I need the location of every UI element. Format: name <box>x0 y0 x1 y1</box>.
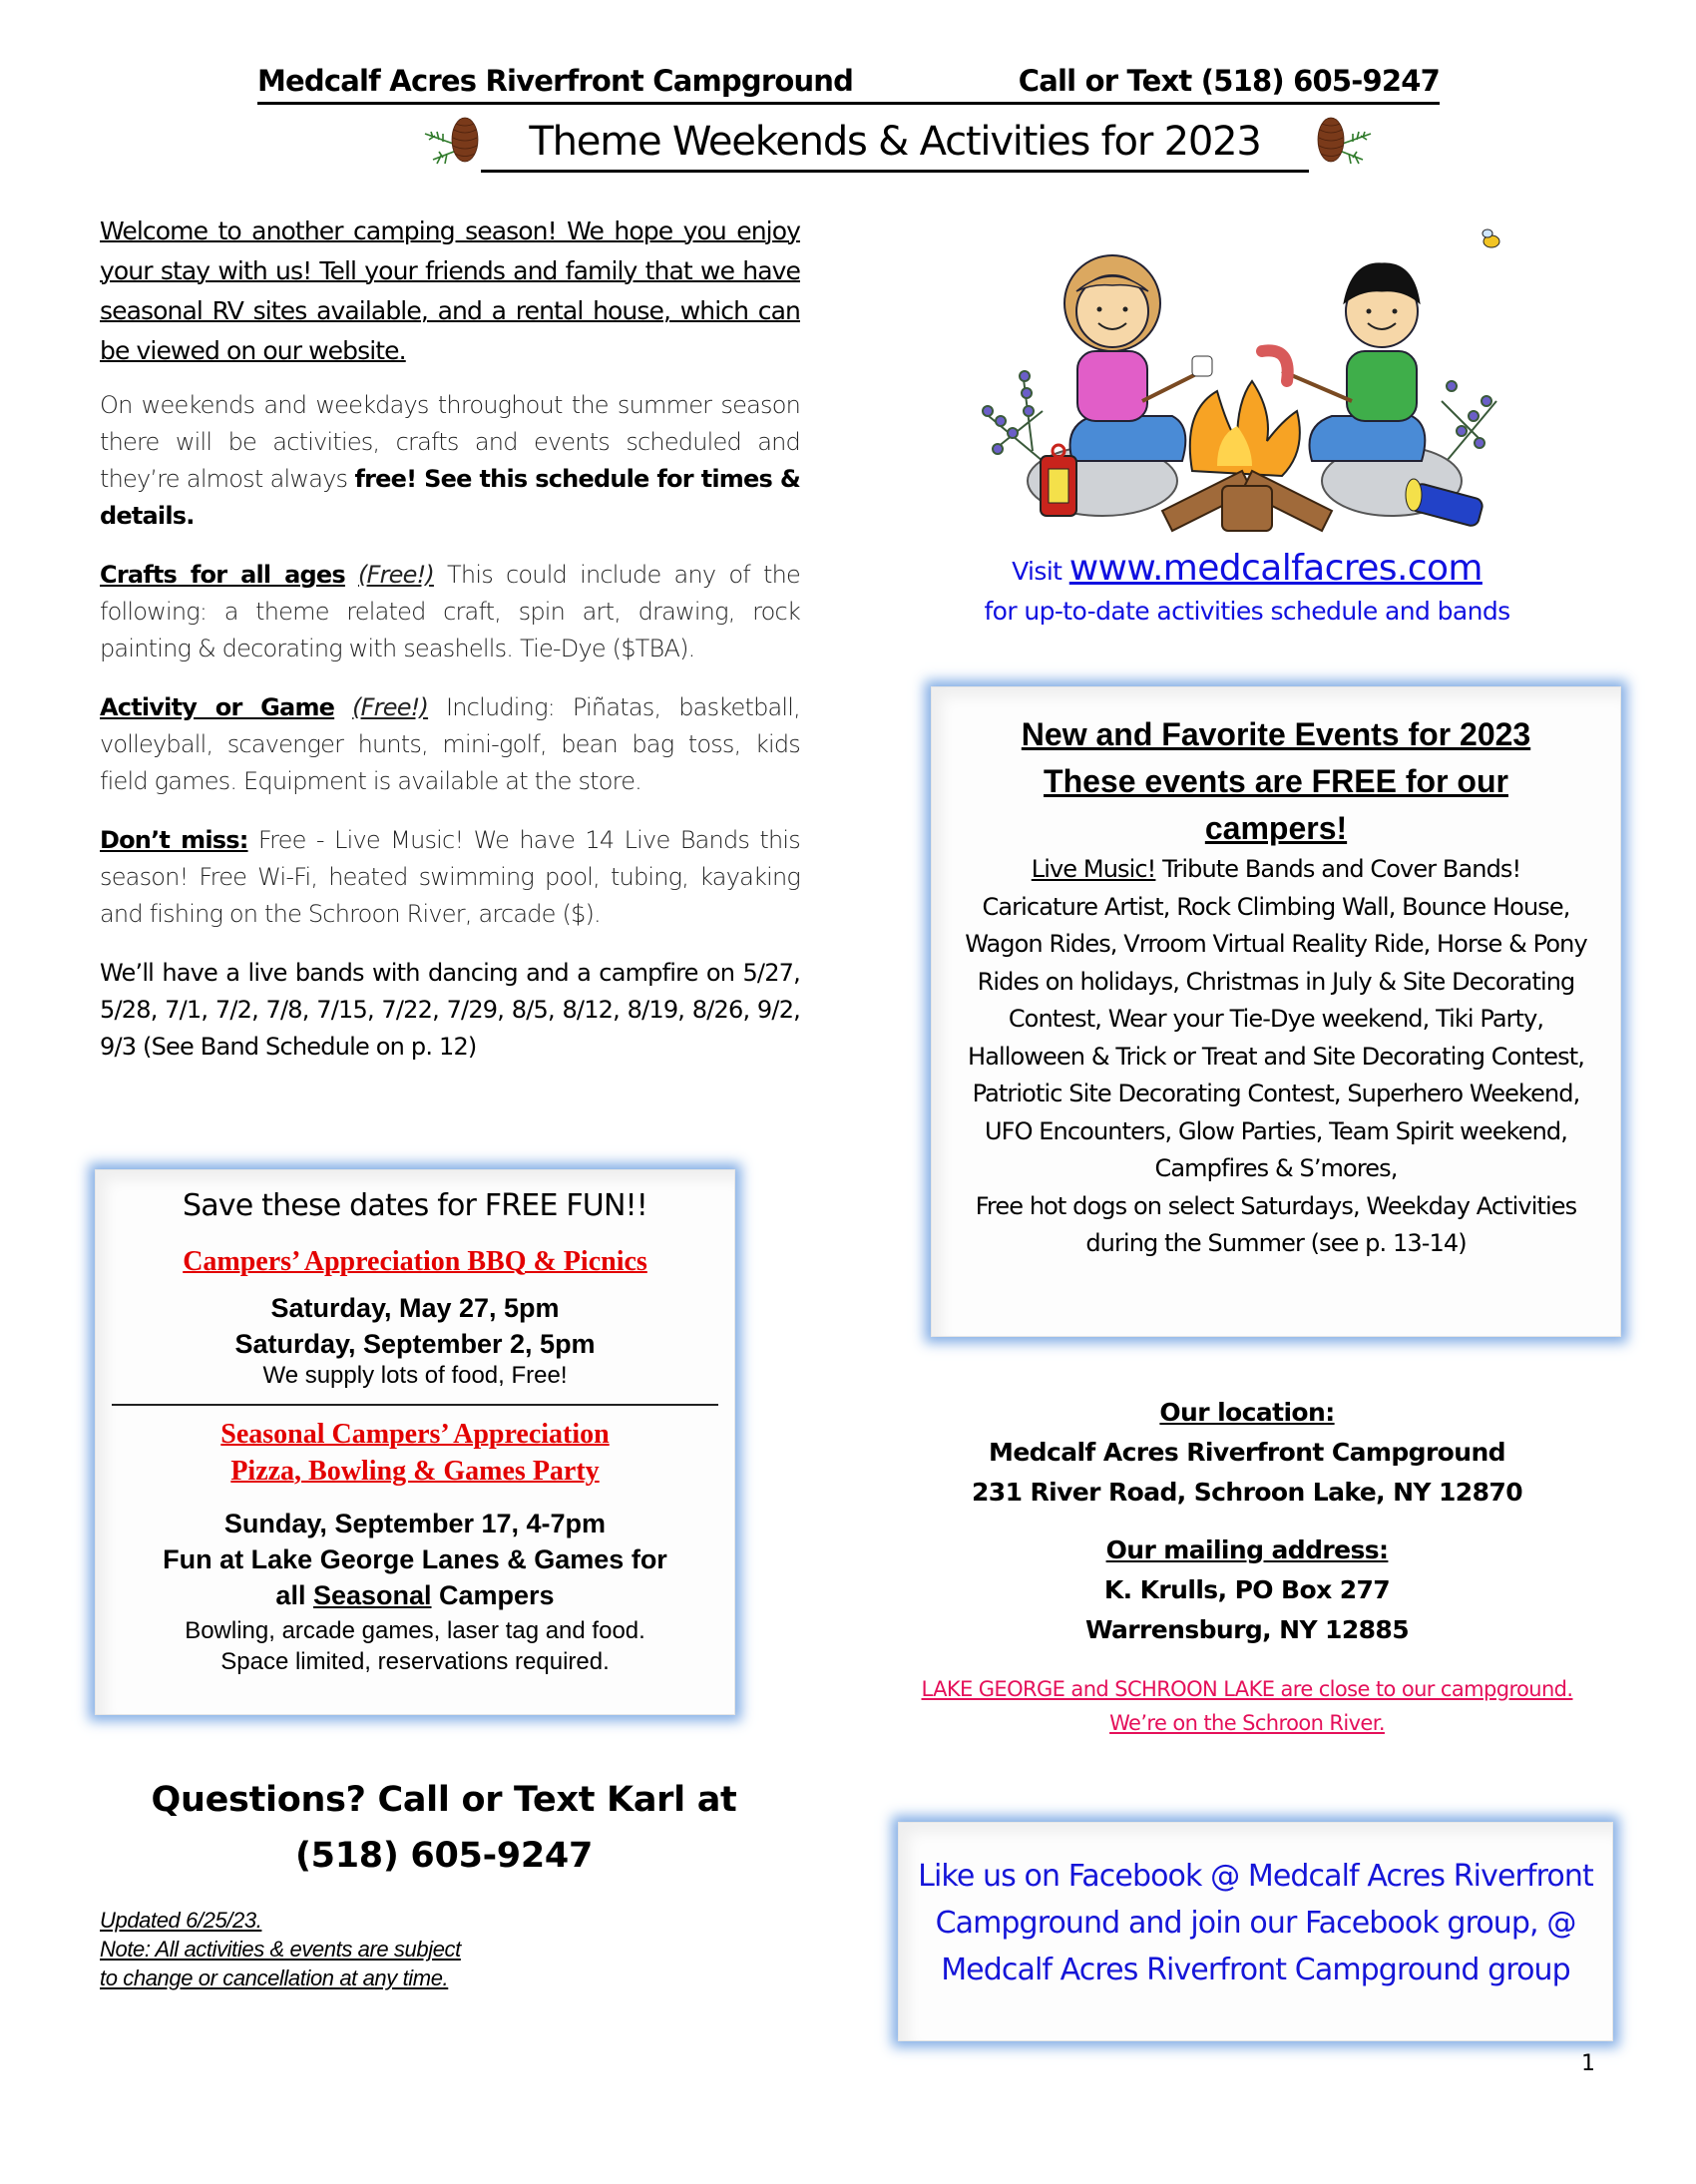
crafts-text: This could include any of the following: a theme related craft, spin art, drawing, rock painting & decorating with seashells. Tie-Dye ($TBA). <box>100 561 800 662</box>
crafts-paragraph <box>100 557 800 667</box>
header-phone: Call or Text (518) 605-9247 <box>1018 64 1440 98</box>
events-campfires: Campfires & S’mores, <box>1154 1154 1398 1182</box>
questions-callout <box>100 1772 788 1884</box>
header-bar <box>257 60 1440 105</box>
events-box <box>931 686 1621 1337</box>
mailing-heading: Our mailing address: <box>1105 1535 1389 1564</box>
intro-bold: free! See this schedule for times & details. <box>100 465 800 530</box>
bee <box>1483 229 1499 247</box>
seasonal-heading <box>96 1416 734 1490</box>
boy-figure <box>1310 263 1426 461</box>
visit-subline: for up-to-date activities schedule and bands <box>984 597 1510 626</box>
campfire-kids-illustration <box>953 212 1521 541</box>
activity-paragraph <box>100 689 800 800</box>
plant-left <box>983 371 1043 461</box>
pinecone-icon <box>1307 112 1377 172</box>
girl-figure <box>1064 255 1185 461</box>
fire <box>1190 381 1300 476</box>
note-line: Note: All activities & events are subject <box>100 1937 461 1962</box>
page-title: Theme Weekends & Activities for 2023 <box>529 119 1261 165</box>
events-heading-line: These events are FREE for our <box>1044 763 1508 799</box>
seasonal-line2-post: Campers <box>431 1580 555 1610</box>
visit-prefix: Visit <box>1012 557 1069 586</box>
title-underline <box>481 170 1309 173</box>
website-callout <box>918 547 1576 630</box>
live-music-rest: Tribute Bands and Cover Bands! <box>1155 855 1521 883</box>
page-number: 1 <box>1581 2051 1595 2076</box>
seasonal-line1: Fun at Lake George Lanes & Games for <box>163 1544 667 1574</box>
events-list <box>954 851 1598 1263</box>
campground-name: Medcalf Acres Riverfront Campground <box>257 64 854 98</box>
lantern <box>1041 445 1076 516</box>
questions-phone: (518) 605-9247 <box>294 1836 594 1876</box>
crafts-label: Crafts for all ages <box>100 561 345 589</box>
location-name: Medcalf Acres Riverfront Campground <box>989 1438 1505 1467</box>
events-live-music <box>954 851 1598 889</box>
events-heading-line: campers! <box>1204 810 1348 846</box>
location-address: 231 River Road, Schroon Lake, NY 12870 <box>971 1478 1522 1507</box>
location-block <box>918 1393 1576 1650</box>
save-dates-box <box>95 1169 735 1715</box>
nearby-lakes-note: LAKE GEORGE and SCHROON LAKE are close to our campground. We’re on the Schroon River. <box>921 1677 1573 1735</box>
seasonal-line2-underlined: Seasonal <box>312 1580 432 1610</box>
live-music-label: Live Music! <box>1031 855 1156 883</box>
events-tail: Free hot dogs on select Saturdays, Weekday Activities during the Summer (see p. 13-14) <box>975 1191 1577 1257</box>
mailing-line: Warrensburg, NY 12885 <box>1084 1615 1410 1644</box>
bbq-date: Saturday, September 2, 5pm <box>234 1329 596 1359</box>
dont-miss-paragraph <box>100 822 800 933</box>
dont-miss-text: Free - Live Music! We have 14 Live Bands this season! Free Wi-Fi, heated swimming pool, tubing, kayaking and fishing on the Schroon River, arcade ($). <box>100 826 800 928</box>
activity-label: Activity or Game <box>100 693 335 721</box>
events-body-text: Caricature Artist, Rock Climbing Wall, Bounce House, Wagon Rides, Vrroom Virtual Reality Ride, Horse & Pony Rides on holidays, Christmas in July & Site Decorating Contest, Wear your Tie-Dye weekend, Tiki Party, Halloween & Trick or Treat and Site Decorating Contest, Patriotic Site Decorating Contest, Superhero Weekend, UFO Encounters, Glow Parties, Team Spirit weekend, <box>965 892 1587 1145</box>
facebook-text: Like us on Facebook @ Medcalf Acres Riverfront Campground and join our Facebook group, @ Medcalf Acres Riverfront Campground group <box>918 1859 1593 1987</box>
plant-right <box>1442 381 1496 461</box>
note-line: to change or cancellation at any time. <box>100 1966 449 1990</box>
update-note <box>100 1906 619 1992</box>
dont-miss-label: Don’t miss: <box>100 826 248 854</box>
seasonal-details <box>96 1615 734 1677</box>
website-link[interactable]: www.medcalfacres.com <box>1068 548 1483 589</box>
seasonal-detail-line: Bowling, arcade games, laser tag and food. <box>185 1617 645 1644</box>
location-heading: Our location: <box>1159 1398 1335 1427</box>
seasonal-heading-line: Seasonal Campers’ Appreciation <box>220 1419 610 1450</box>
seasonal-date: Sunday, September 17, 4-7pm <box>223 1509 607 1538</box>
bands-paragraph: We’ll have a live bands with dancing and a campfire on 5/27, 5/28, 7/1, 7/2, 7/8, 7/15, 7/22, 7/29, 8/5, 8/12, 8/19, 8/26, 9/2, 9/3 (See Band Schedule on p. 12) <box>100 959 800 1061</box>
crafts-free: (Free!) <box>358 561 434 589</box>
updated-date: Updated 6/25/23. <box>100 1908 262 1933</box>
divider <box>112 1404 718 1406</box>
page-title-block <box>419 108 1377 178</box>
seasonal-line2-pre: all <box>275 1580 313 1610</box>
seasonal-line2 <box>96 1577 734 1613</box>
seasonal-detail-line: Space limited, reservations required. <box>220 1648 610 1675</box>
save-dates-title: Save these dates for FREE FUN!! <box>182 1188 648 1223</box>
mailing-line: K. Krulls, PO Box 277 <box>1103 1575 1391 1604</box>
welcome-message: Welcome to another camping season! We hope you enjoy your stay with us! Tell your friends and family that we have seasonal RV sites available, and a rental house, which can be viewed on our website. <box>100 217 800 365</box>
visit-line <box>918 547 1576 594</box>
facebook-box <box>898 1822 1613 2041</box>
seasonal-heading-line: Pizza, Bowling & Games Party <box>230 1456 600 1487</box>
intro-text: On weekends and weekdays throughout the summer season there will be activities, crafts and events scheduled and they’re almost always <box>100 391 800 493</box>
bbq-heading: Campers’ Appreciation BBQ & Picnics <box>183 1246 647 1277</box>
activity-text: Including: Piñatas, basketball, volleyball, scavenger hunts, mini-golf, bean bag toss, kids field games. Equipment is available at the store. <box>100 693 800 795</box>
pinecone-icon <box>419 112 489 172</box>
events-heading-line: New and Favorite Events for 2023 <box>1021 716 1531 752</box>
bbq-date: Saturday, May 27, 5pm <box>270 1293 560 1323</box>
events-heading <box>932 711 1620 852</box>
logs <box>1162 471 1332 531</box>
bbq-dates <box>96 1290 734 1362</box>
activity-free: (Free!) <box>352 693 429 721</box>
bbq-note: We supply lots of food, Free! <box>262 1362 568 1389</box>
left-column <box>100 212 800 1088</box>
questions-line: Questions? Call or Text Karl at <box>151 1780 737 1820</box>
intro-paragraph <box>100 387 800 535</box>
seasonal-event-info <box>96 1506 734 1613</box>
